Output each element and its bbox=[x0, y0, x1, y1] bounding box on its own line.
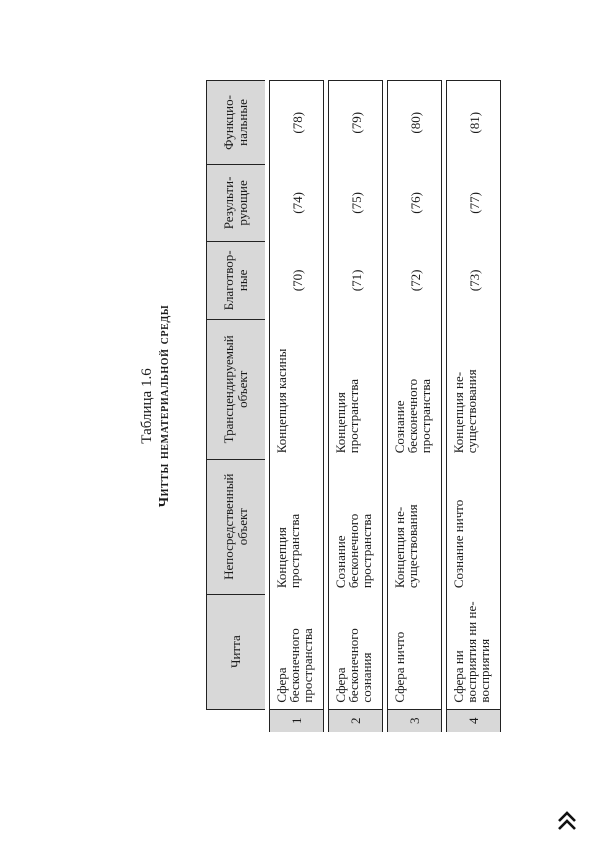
cell-immediate-object: Концепция пространства bbox=[270, 459, 324, 594]
table-row bbox=[329, 81, 383, 733]
cell-transcended-object: Концепция пространства bbox=[329, 319, 383, 459]
cell-immediate-object: Сознание бесконечного пространства bbox=[329, 459, 383, 594]
cell-functional: (79) bbox=[329, 81, 383, 165]
cell-wholesome: (72) bbox=[388, 241, 442, 319]
cell-wholesome: (71) bbox=[329, 241, 383, 319]
cell-transcended-object: Концепция не-существования bbox=[447, 319, 501, 459]
cell-immediate-object: Концепция не-существования bbox=[388, 459, 442, 594]
cell-immediate-object: Сознание ничто bbox=[447, 459, 501, 594]
table-title: Читты нематериальной среды bbox=[157, 304, 172, 508]
cell-transcended-object: Концепция касины bbox=[270, 319, 324, 459]
citta-table bbox=[206, 80, 501, 732]
cell-functional: (81) bbox=[447, 81, 501, 165]
table-row bbox=[270, 81, 324, 733]
cell-citta: Сфера бесконечного пространства bbox=[270, 594, 324, 709]
cell-citta: Сфера ни восприятия ни не-восприятия bbox=[447, 594, 501, 709]
table-row bbox=[388, 81, 442, 733]
header-wholesome: Благотвор-ные bbox=[207, 241, 266, 319]
row-number: 1 bbox=[270, 709, 324, 732]
header-resultant: Результи-рующие bbox=[207, 164, 266, 241]
header-number bbox=[207, 709, 266, 732]
cell-resultant: (76) bbox=[388, 164, 442, 241]
cell-functional: (78) bbox=[270, 81, 324, 165]
table-number: Таблица 1.6 bbox=[139, 368, 155, 444]
cell-transcended-object: Сознание бесконечного пространства bbox=[388, 319, 442, 459]
cell-wholesome: (73) bbox=[447, 241, 501, 319]
header-immediate-object: Непосредственный объект bbox=[207, 459, 266, 594]
cell-wholesome: (70) bbox=[270, 241, 324, 319]
cell-resultant: (74) bbox=[270, 164, 324, 241]
table-row bbox=[447, 81, 501, 733]
header-functional: Функцио-нальные bbox=[207, 81, 266, 165]
cell-resultant: (75) bbox=[329, 164, 383, 241]
scroll-top-button[interactable] bbox=[552, 806, 582, 836]
row-number: 3 bbox=[388, 709, 442, 732]
cell-citta: Сфера бесконечного сознания bbox=[329, 594, 383, 709]
row-number: 2 bbox=[329, 709, 383, 732]
table-caption bbox=[138, 80, 174, 732]
row-number: 4 bbox=[447, 709, 501, 732]
header-transcended-object: Трансцендируемый объект bbox=[207, 319, 266, 459]
cell-citta: Сфера ничто bbox=[388, 594, 442, 709]
rotated-page-content bbox=[138, 80, 492, 732]
cell-functional: (80) bbox=[388, 81, 442, 165]
cell-resultant: (77) bbox=[447, 164, 501, 241]
double-chevron-up-icon bbox=[556, 810, 578, 832]
header-citta: Читта bbox=[207, 594, 266, 709]
table-header-row bbox=[207, 81, 266, 733]
